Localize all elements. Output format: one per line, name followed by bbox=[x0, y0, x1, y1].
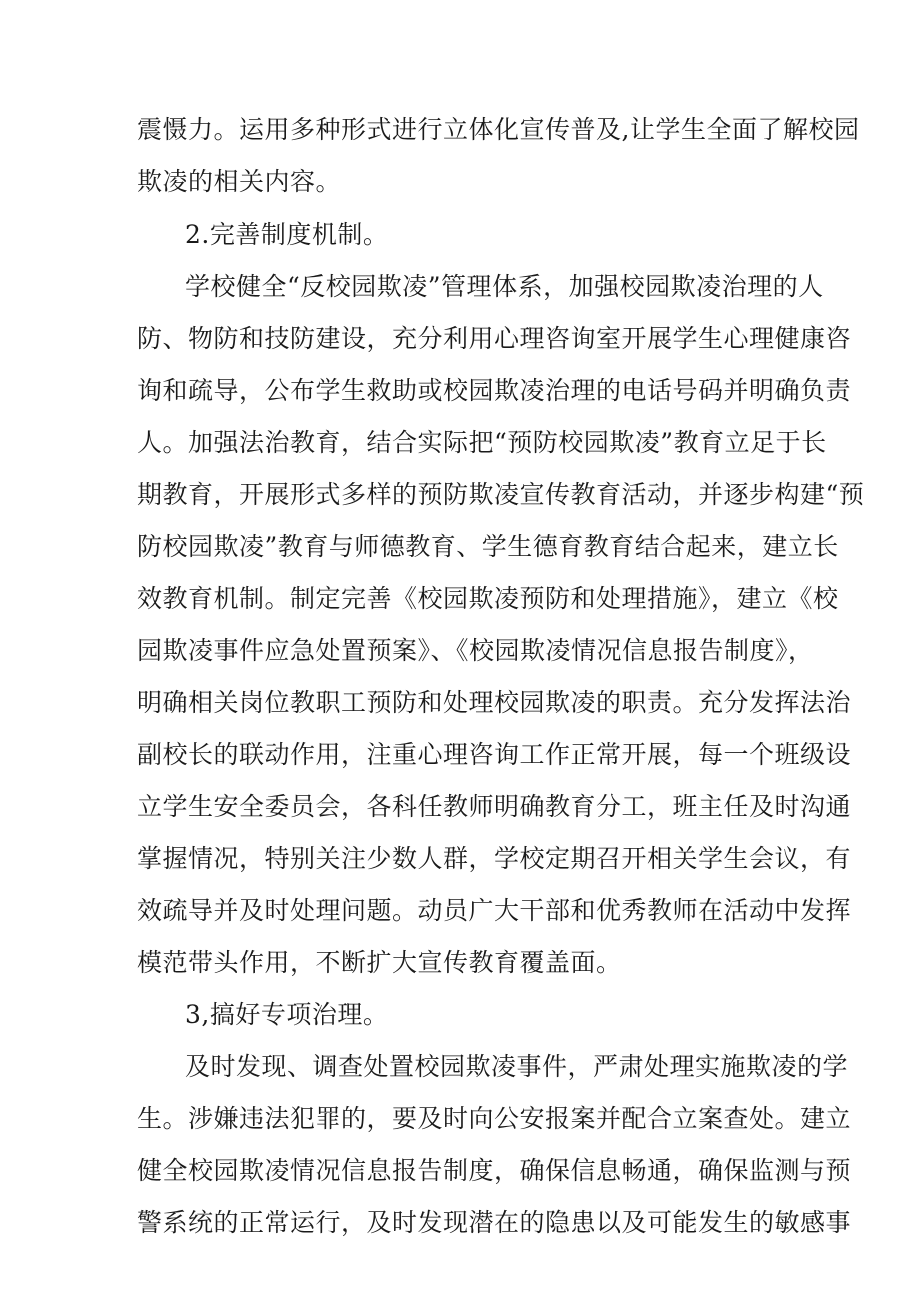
text-line: 效教育机制。制定完善《校园欺凌预防和处理措施》，建立《校 bbox=[137, 584, 839, 613]
text-line: 明确相关岗位教职工预防和处理校园欺凌的职责。充分发挥法治 bbox=[137, 688, 852, 717]
text-line: 效疏导并及时处理问题。动员广大干部和优秀教师在活动中发挥 bbox=[137, 896, 852, 925]
paragraph-first-line: 学校健全“反校园欺凌”管理体系，加强校园欺凌治理的人 bbox=[185, 272, 824, 301]
text-line: 健全校园欺凌情况信息报告制度，确保信息畅通，确保监测与预 bbox=[137, 1156, 852, 1185]
section-heading: 3,搞好专项治理。 bbox=[185, 1000, 389, 1029]
text-line: 震慑力。运用多种形式进行立体化宣传普及,让学生全面了解校园 bbox=[137, 115, 860, 144]
text-line: 询和疏导，公布学生救助或校园欺凌治理的电话号码并明确负责 bbox=[137, 376, 852, 405]
text-line: 园欺凌事件应急处置预案》、《校园欺凌情况信息报告制度》， bbox=[137, 636, 814, 665]
section-heading: 2.完善制度机制。 bbox=[185, 220, 389, 249]
text-line: 副校长的联动作用，注重心理咨询工作正常开展，每一个班级设 bbox=[137, 740, 852, 769]
text-line: 模范带头作用，不断扩大宣传教育覆盖面。 bbox=[137, 948, 622, 977]
text-line: 防、物防和技防建设，充分利用心理咨询室开展学生心理健康咨 bbox=[137, 324, 852, 353]
paragraph-first-line: 及时发现、调查处置校园欺凌事件，严肃处理实施欺凌的学 bbox=[185, 1052, 849, 1081]
text-line: 防校园欺凌”教育与师德教育、学生德育教育结合起来，建立长 bbox=[137, 532, 839, 561]
text-line: 生。涉嫌违法犯罪的，要及时向公安报案并配合立案查处。建立 bbox=[137, 1104, 852, 1133]
text-line: 立学生安全委员会，各科任教师明确教育分工，班主任及时沟通 bbox=[137, 792, 852, 821]
text-line: 掌握情况，特别关注少数人群，学校定期召开相关学生会议，有 bbox=[137, 844, 852, 873]
text-line: 期教育，开展形式多样的预防欺凌宣传教育活动，并逐步构建“预 bbox=[137, 480, 865, 509]
text-line: 人。加强法治教育，结合实际把“预防校园欺凌”教育立足于长 bbox=[137, 428, 827, 457]
text-line: 欺凌的相关内容。 bbox=[137, 167, 342, 196]
text-line: 警系统的正常运行，及时发现潜在的隐患以及可能发生的敏感事 bbox=[137, 1208, 852, 1237]
